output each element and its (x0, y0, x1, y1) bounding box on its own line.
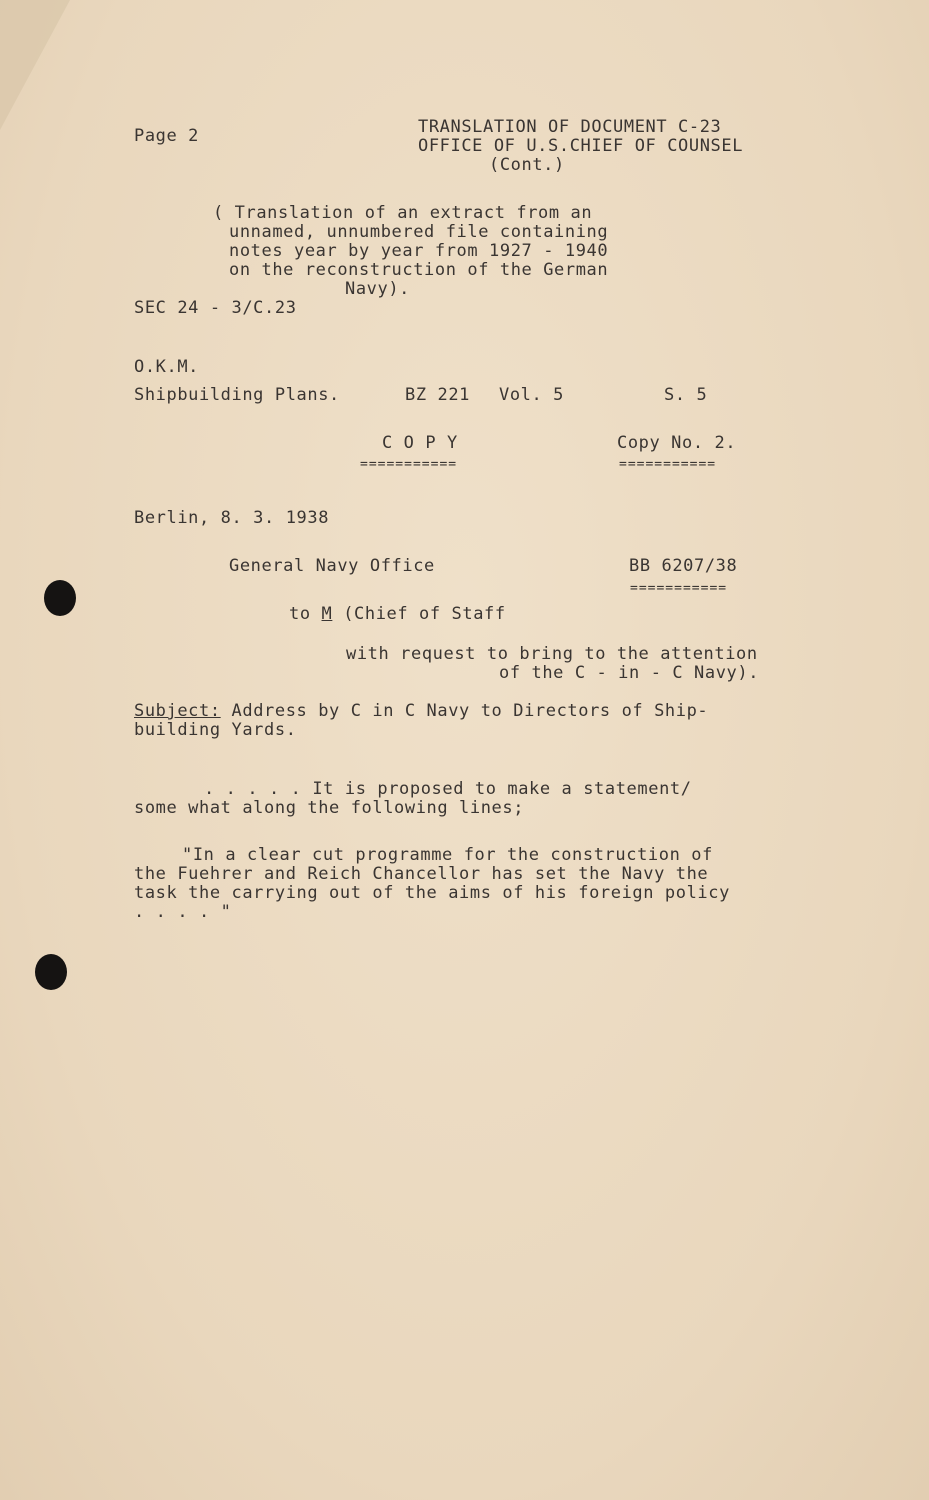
header-cont: (Cont.) (489, 155, 565, 175)
to-recipient: M (321, 604, 333, 624)
punch-hole-top (44, 580, 76, 616)
punch-hole-bottom (35, 954, 67, 990)
note-line-3: notes year by year from 1927 - 1940 (229, 241, 609, 261)
subject-line-2: building Yards. (134, 720, 297, 740)
header-title: TRANSLATION OF DOCUMENT C-23 (418, 117, 722, 137)
volume-number: Vol. 5 (499, 385, 565, 405)
to-prefix: to (289, 604, 322, 624)
subject-line (134, 702, 708, 721)
quote-line-1: "In a clear cut programme for the construction of (182, 845, 713, 865)
place-date: Berlin, 8. 3. 1938 (134, 508, 330, 528)
bz-number: BZ 221 (405, 385, 471, 405)
sec-reference: SEC 24 - 3/C.23 (134, 298, 297, 318)
note-line-4: on the reconstruction of the German (229, 260, 609, 280)
copy-number-rule: =========== (619, 457, 717, 472)
copy-rule: =========== (360, 457, 458, 472)
s-number: S. 5 (664, 385, 708, 405)
copy-number: Copy No. 2. (617, 433, 737, 453)
page-label: Page 2 (134, 126, 200, 146)
to-line (289, 605, 506, 624)
shipbuilding-label: Shipbuilding Plans. (134, 385, 340, 405)
body-line-1: . . . . . It is proposed to make a statement/ (204, 779, 692, 799)
request-line-2: of the C - in - C Navy). (499, 663, 760, 683)
file-number-rule: =========== (630, 581, 728, 596)
office-name: General Navy Office (229, 556, 435, 576)
note-line-1: ( Translation of an extract from an (213, 203, 593, 223)
header-office: OFFICE OF U.S.CHIEF OF COUNSEL (418, 136, 744, 156)
okm-label: O.K.M. (134, 357, 200, 377)
folded-corner (0, 0, 70, 130)
quote-line-2: the Fuehrer and Reich Chancellor has set the Navy the (134, 864, 709, 884)
quote-line-3: task the carrying out of the aims of his foreign policy (134, 883, 730, 903)
file-number: BB 6207/38 (629, 556, 738, 576)
body-line-2: some what along the following lines; (134, 798, 525, 818)
subject-text: Address by C in C Navy to Directors of Ship- (220, 701, 709, 721)
note-line-2: unnamed, unnumbered file containing (229, 222, 609, 242)
to-suffix: (Chief of Staff (332, 604, 506, 624)
copy-label: C O P Y (382, 433, 458, 453)
request-line-1: with request to bring to the attention (346, 644, 758, 664)
note-line-5: Navy). (345, 279, 411, 299)
subject-label: Subject: (134, 701, 221, 721)
quote-line-4: . . . . " (134, 902, 232, 922)
